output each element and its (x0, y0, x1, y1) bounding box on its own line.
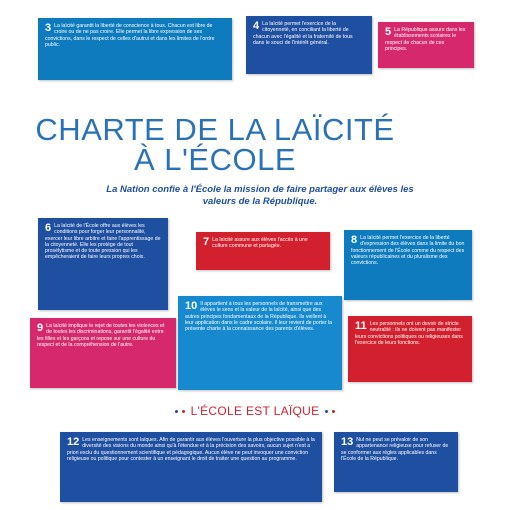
article-7-card (196, 232, 330, 270)
article-11-card (348, 316, 472, 382)
article-number: 5 (385, 26, 392, 38)
article-number: 6 (45, 222, 52, 234)
page-title-line-2: À L'ÉCOLE (133, 142, 297, 177)
article-text: La laïcité permet l'exercice de la liberté d'expression des élèves dans la limite du bon fonctionnement de l'École comme du respect des valeurs républicaines et du pluralisme des convictions. (351, 235, 465, 267)
article-8-card (344, 230, 472, 300)
dot-blue (175, 410, 178, 413)
article-number: 8 (351, 234, 358, 246)
article-13-card (334, 432, 458, 492)
article-10-card (178, 296, 342, 390)
article-number: 11 (355, 320, 367, 332)
article-number: 4 (253, 20, 260, 32)
article-text: Nul ne peut se prévaloir de son appartenance religieuse pour refuser de se conformer aux règles applicables dans l'École de la République. (341, 437, 449, 462)
dot-red (182, 410, 185, 413)
article-9-card (30, 318, 176, 388)
article-5-card (378, 22, 474, 68)
page-title: CHARTE DE LA LAÏCITÉ (35, 112, 395, 147)
article-number: 10 (185, 300, 198, 312)
article-6-card (38, 218, 168, 310)
article-number: 7 (203, 236, 210, 248)
motto (150, 404, 360, 418)
article-text: Les enseignements sont laïques. Afin de garantir aux élèves l'ouverture la plus objective possible à la diversité des visions du monde ainsi qu'à l'étendue et à la précision des savoirs, aucun sujet n'est a priori exclu du questionnement scientifique et pédagogique. Aucun élève ne peut invoquer une conviction religieuse ou politique pour contester à un enseignant le droit de traiter une question au programme. (67, 437, 315, 462)
article-number: 9 (37, 322, 44, 334)
article-12-card (60, 432, 322, 502)
article-text: La laïcité garantit la liberté de conscience à tous. Chacun est libre de croire ou de ne pas croire. Elle permet la libre expression de ses convictions, dans le respect de celles d'autrui et dans les limites de l'ordre public. (45, 23, 215, 48)
dot-blue (325, 410, 328, 413)
article-4-card (246, 16, 372, 74)
motto-text: L'ÉCOLE EST LAÏQUE (190, 404, 320, 418)
subtitle: La Nation confie à l'École la mission de faire partager aux élèves les valeurs de la République. (106, 184, 414, 207)
article-text: Les personnels ont un devoir de stricte neutralité : ils ne doivent pas manifester leurs convictions politiques ou religieuses dans l'exercice de leurs fonctions. (355, 321, 463, 346)
article-number: 12 (67, 436, 80, 448)
article-text: La laïcité permet l'exercice de la citoyenneté, en conciliant la liberté de chacun avec l'égalité et la fraternité de tous dans le souci de l'intérêt général. (253, 21, 353, 46)
article-text: La laïcité de l'École offre aux élèves les conditions pour forger leur personnalité, exercer leur libre arbitre et faire l'apprentissage de la citoyenneté. Elle les protège de tout prosélytisme et de toute pression qui les empêcheraient de faire leurs propres choix. (45, 223, 161, 261)
article-3-card (38, 18, 232, 80)
article-text: La laïcité implique le rejet de toutes les violences et de toutes les discriminations, garantit l'égalité entre les filles et les garçons et repose sur une culture du respect et de la compréhension de l'autre. (37, 323, 165, 348)
article-text: La République assure dans les établissements scolaires le respect de chacun de ces principes. (385, 27, 466, 52)
dot-red (332, 410, 335, 413)
article-text: Il appartient à tous les personnels de transmettre aux élèves le sens et la valeur de la laïcité, ainsi que des autres principes fondamentaux de la République. Ils veillent à leur application dans le cadre scolaire. Il leur revient de porter la présente charte à la connaissance des parents d'élèves. (185, 301, 333, 333)
article-number: 3 (45, 22, 52, 34)
article-text: La laïcité assure aux élèves l'accès à une culture commune et partagée. (212, 237, 308, 250)
article-number: 13 (341, 436, 354, 448)
